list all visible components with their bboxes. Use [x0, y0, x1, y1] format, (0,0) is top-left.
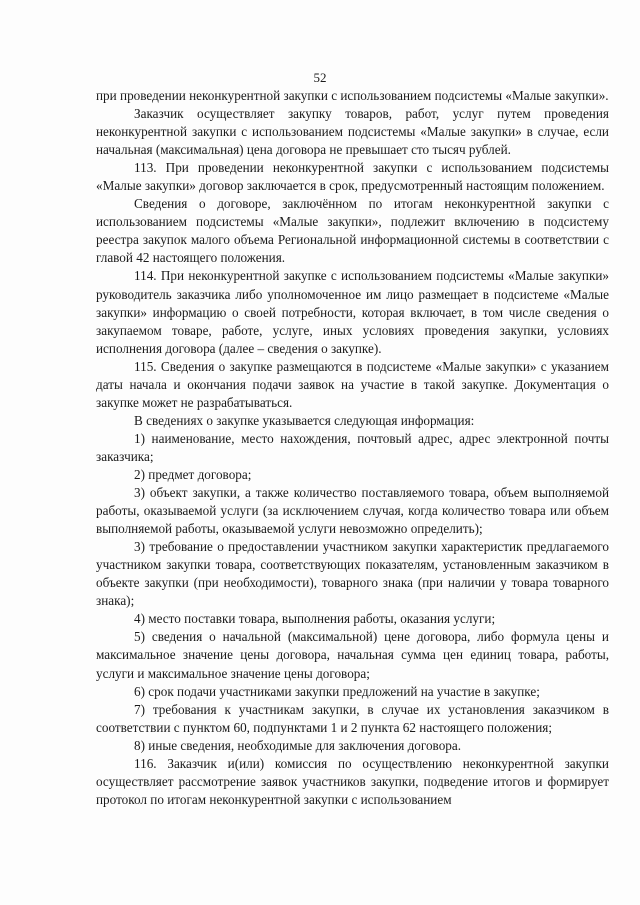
paragraph: Заказчик осуществляет закупку товаров, работ, услуг путем проведения неконкурентной закупки с использованием подсистемы «Малые закупки» в случае, если начальная (максимальная) цена договора не превышает сто тысяч рублей.: [96, 106, 609, 158]
paragraph: 6) срок подачи участниками закупки предложений на участие в закупке;: [134, 683, 540, 699]
paragraph: 7) требования к участникам закупки, в случае их установления заказчиком в соответствии с пунктом 60, подпунктами 1 и 2 пункта 62 настоящего положения;: [96, 701, 609, 735]
paragraph: Сведения о договоре, заключённом по итогам неконкурентной закупки с использованием подсистемы «Малые закупки», подлежит включению в подсистему реестра закупок малого объема Региональной информационной системы в соответствии с главой 42 настоящего положения.: [96, 196, 609, 266]
document-body: [96, 87, 609, 809]
paragraph: В сведениях о закупке указывается следующая информация:: [134, 412, 475, 428]
page-number: 52: [313, 70, 327, 85]
paragraph: 2) предмет договора;: [134, 466, 252, 482]
paragraph: при проведении неконкурентной закупки с использованием подсистемы «Малые закупки».: [96, 88, 609, 103]
paragraph: 5) сведения о начальной (максимальной) цене договора, либо формула цены и максимальное значение цены договора, начальная сумма цен единиц товара, работы, услуги и максимальное значение цены договора;: [96, 629, 609, 681]
paragraph: 113. При проведении неконкурентной закупки с использованием подсистемы «Малые закупки» договор заключается в срок, предусмотренный настоящим положением.: [96, 160, 609, 194]
paragraph: 1) наименование, место нахождения, почтовый адрес, адрес электронной почты заказчика;: [96, 430, 609, 464]
paragraph: 8) иные сведения, необходимые для заключения договора.: [134, 737, 462, 753]
paragraph: 3) требование о предоставлении участником закупки характеристик предлагаемого участником закупки товара, соответствующих показателям, установленным заказчиком в объекте закупки (при необходимости), товарного знака (при наличии у товара товарного знака);: [96, 539, 609, 609]
paragraph: 115. Сведения о закупке размещаются в подсистеме «Малые закупки» с указанием даты начала и окончания подачи заявок на участие в такой закупке. Документация о закупке может не разрабатываться.: [96, 358, 609, 410]
paragraph: 4) место поставки товара, выполнения работы, оказания услуги;: [134, 611, 496, 627]
paragraph: 116. Заказчик и(или) комиссия по осуществлению неконкурентной закупки осуществляет рассмотрение заявок участников закупки, подведение итогов и формирует протокол по итогам неконкурентной закупки с использованием: [96, 755, 609, 807]
paragraph: 114. При неконкурентной закупке с использованием подсистемы «Малые закупки» руководитель заказчика либо уполномоченное им лицо размещает в подсистеме «Малые закупки» информацию о своей потребности, которая включает, в том числе сведения о закупаемом товаре, работе, услуге, иных условиях проведения закупки, условиях исполнения договора (далее – сведения о закупке).: [96, 268, 609, 356]
paragraph: 3) объект закупки, а также количество поставляемого товара, объем выполняемой работы, оказываемой услуги (за исключением случая, когда количество товара или объем выполняемой работы, оказываемой услуги невозможно определить);: [96, 485, 609, 537]
